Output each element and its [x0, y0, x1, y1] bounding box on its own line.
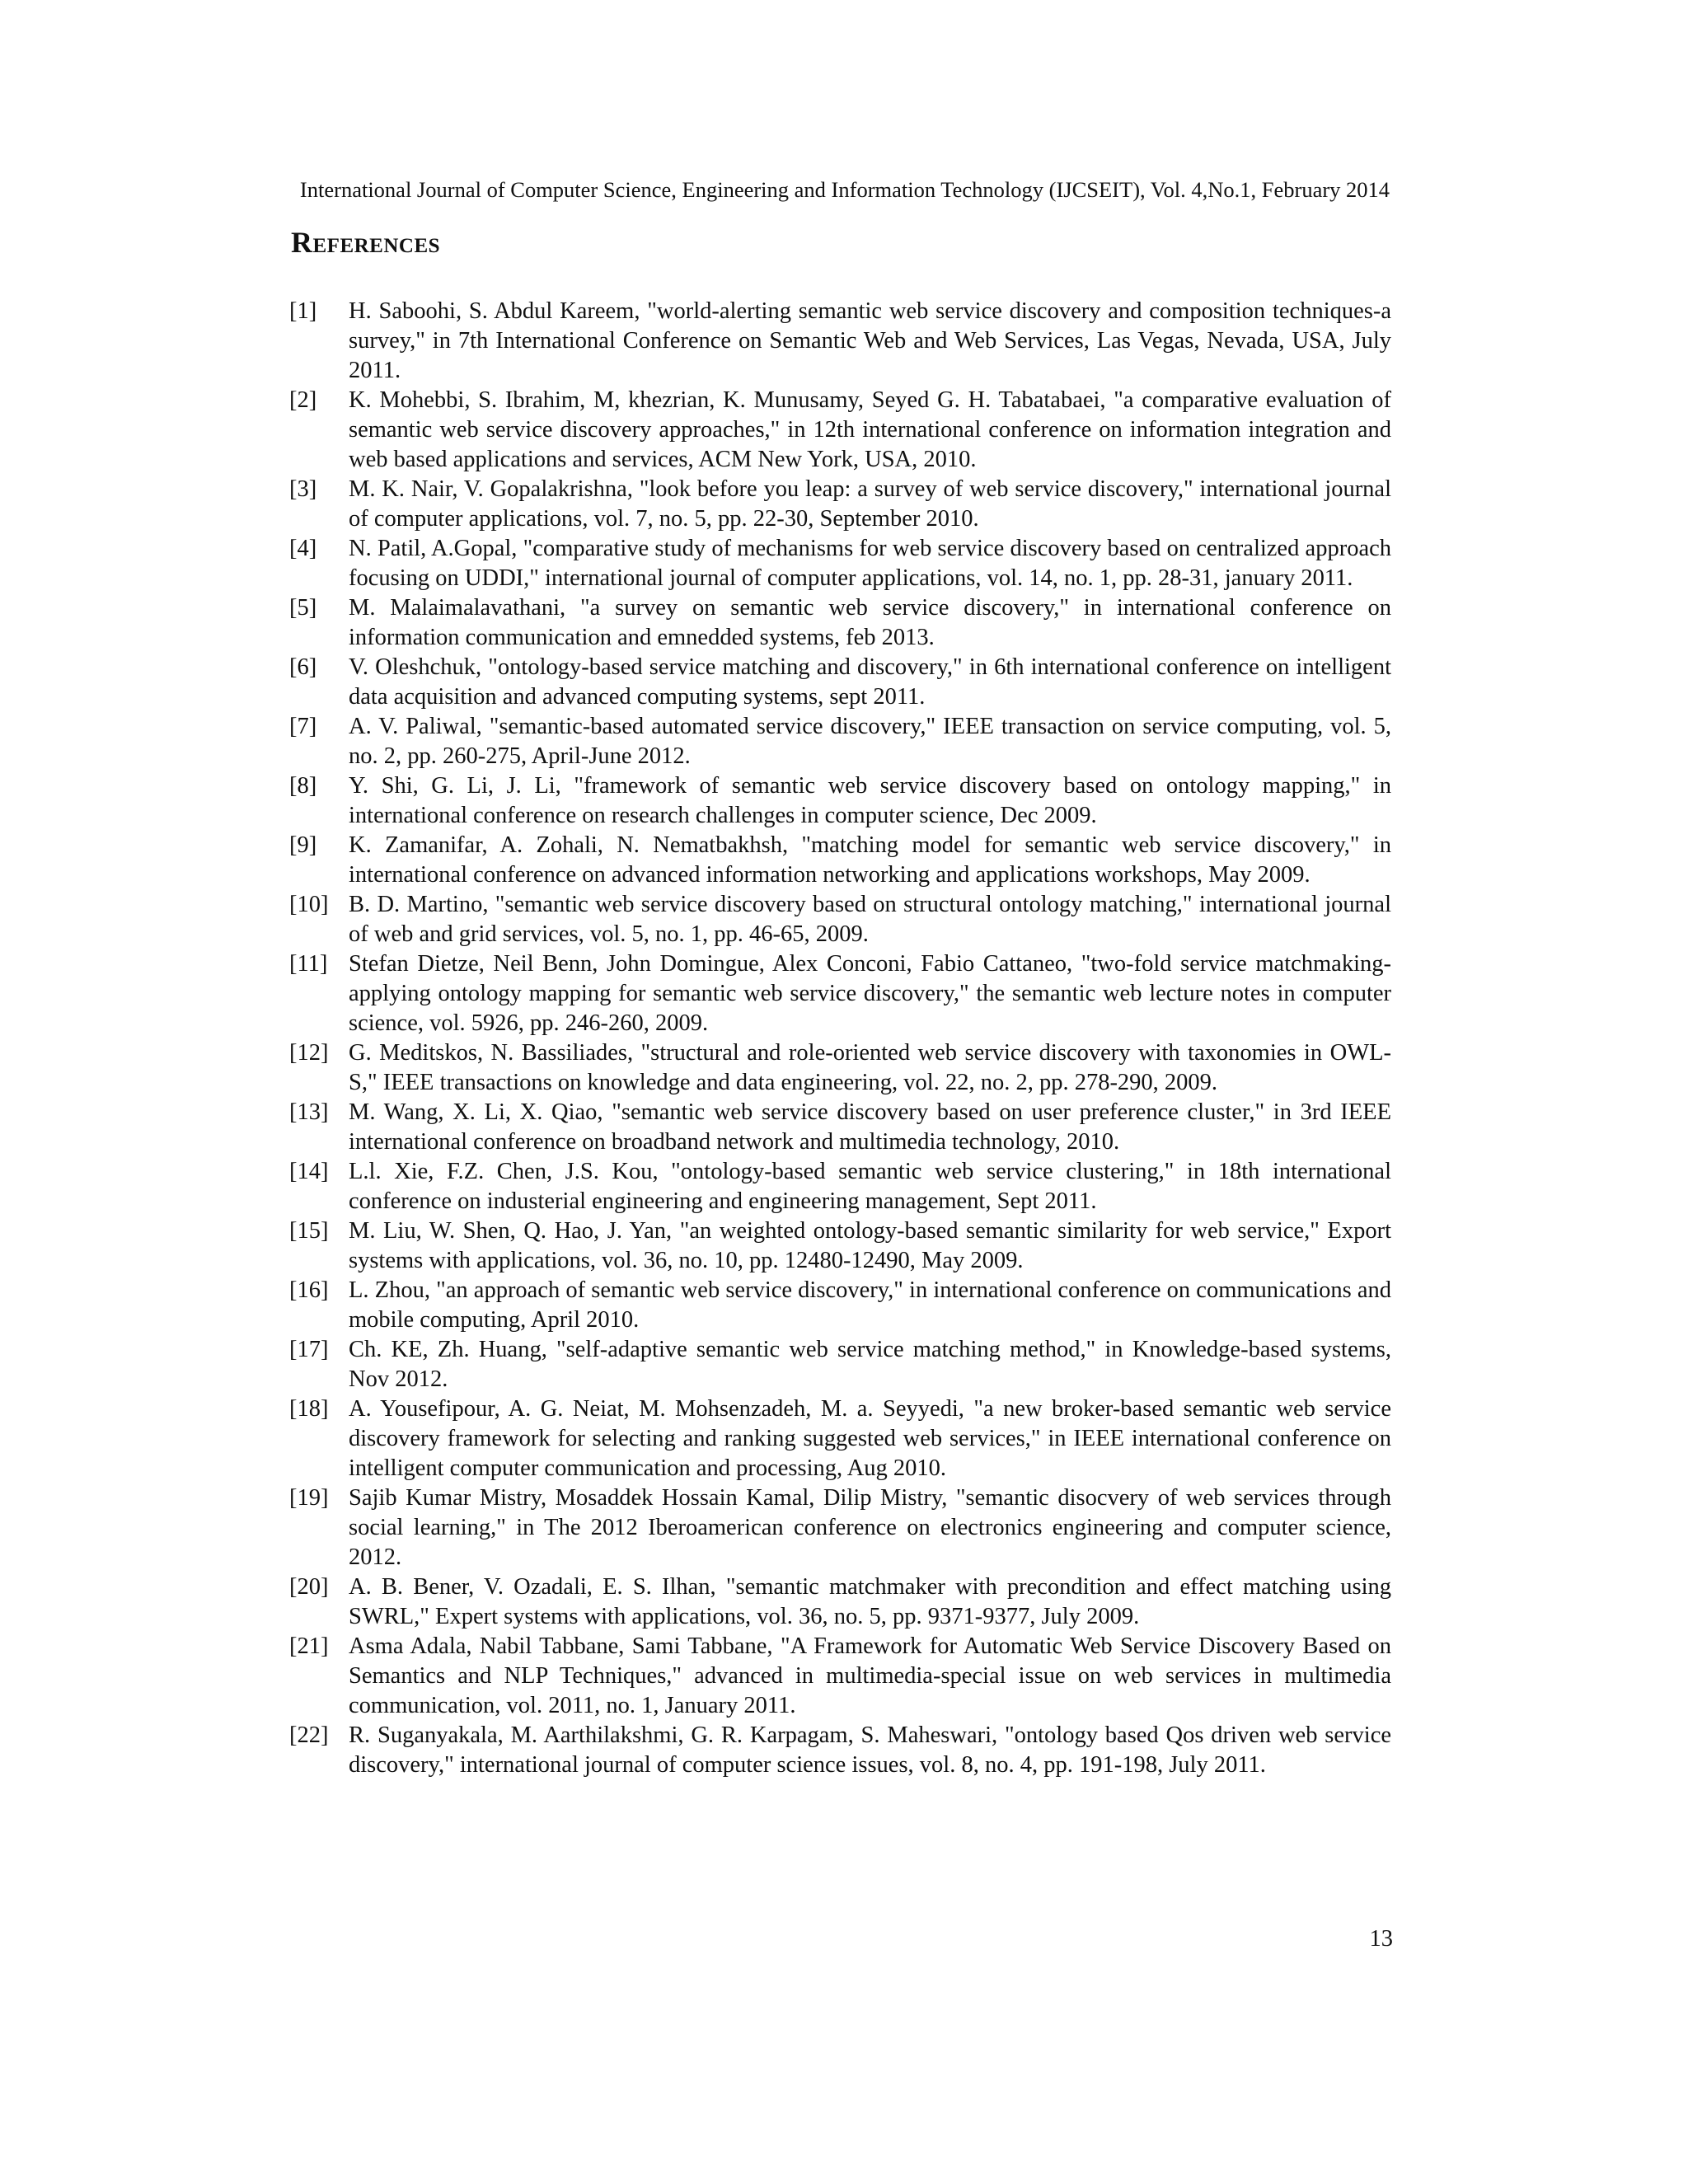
reference-item — [289, 1394, 1391, 1483]
reference-number: [21] — [289, 1633, 329, 1659]
reference-item — [289, 593, 1391, 653]
reference-text: Ch. KE, Zh. Huang, "self-adaptive semantic web service matching method," in Knowledge-based systems, Nov 2012. — [349, 1337, 1391, 1392]
reference-item — [289, 1276, 1391, 1335]
reference-number: [5] — [289, 595, 317, 621]
reference-number: [1] — [289, 298, 317, 324]
reference-text: G. Meditskos, N. Bassiliades, "structural and role-oriented web service discovery with taxonomies in OWL-S," IEEE transactions on knowledge and data engineering, vol. 22, no. 2, pp. 278-290, 2009. — [349, 1040, 1391, 1095]
reference-item — [289, 653, 1391, 712]
reference-item — [289, 1483, 1391, 1572]
reference-number: [16] — [289, 1277, 329, 1303]
reference-text: L.l. Xie, F.Z. Chen, J.S. Kou, "ontology-based semantic web service clustering," in 18th international conference on industerial engineering and engineering management, Sept 2011. — [349, 1159, 1391, 1214]
reference-number: [15] — [289, 1218, 329, 1244]
reference-number: [20] — [289, 1574, 329, 1600]
reference-text: R. Suganyakala, M. Aarthilakshmi, G. R. Karpagam, S. Maheswari, "ontology based Qos driven web service discovery," international journal of computer science issues, vol. 8, no. 4, pp. 191-198, July 2011. — [349, 1722, 1391, 1778]
reference-item — [289, 890, 1391, 949]
reference-text: M. Malaimalavathani, "a survey on semantic web service discovery," in international conference on information communication and emnedded systems, feb 2013. — [349, 595, 1391, 650]
reference-number: [2] — [289, 387, 317, 413]
reference-text: V. Oleshchuk, "ontology-based service matching and discovery," in 6th international conference on intelligent data acquisition and advanced computing systems, sept 2011. — [349, 654, 1391, 710]
reference-number: [22] — [289, 1722, 329, 1748]
reference-text: A. B. Bener, V. Ozadali, E. S. Ilhan, "semantic matchmaker with precondition and effect matching using SWRL," Expert systems with applications, vol. 36, no. 5, pp. 9371-9377, July 2009. — [349, 1574, 1391, 1629]
reference-number: [18] — [289, 1396, 329, 1422]
reference-number: [10] — [289, 892, 329, 917]
reference-text: M. Wang, X. Li, X. Qiao, "semantic web service discovery based on user preference cluster," in 3rd IEEE international conference on broadband network and multimedia technology, 2010. — [349, 1099, 1391, 1155]
reference-text: M. Liu, W. Shen, Q. Hao, J. Yan, "an weighted ontology-based semantic similarity for web service," Export systems with applications, vol. 36, no. 10, pp. 12480-12490, May 2009. — [349, 1218, 1391, 1273]
reference-number: [6] — [289, 654, 317, 680]
reference-item — [289, 712, 1391, 771]
reference-number: [7] — [289, 714, 317, 739]
reference-item — [289, 1632, 1391, 1721]
reference-list — [289, 297, 1391, 1780]
reference-number: [9] — [289, 832, 317, 858]
reference-number: [3] — [289, 476, 317, 502]
reference-text: Asma Adala, Nabil Tabbane, Sami Tabbane, "A Framework for Automatic Web Service Discovery Based on Semantics and NLP Techniques," advanced in multimedia-special issue on web services in multimedia communication, vol. 2011, no. 1, January 2011. — [349, 1633, 1391, 1718]
reference-item — [289, 1216, 1391, 1276]
reference-item — [289, 771, 1391, 831]
reference-item — [289, 1038, 1391, 1098]
reference-text: Y. Shi, G. Li, J. Li, "framework of semantic web service discovery based on ontology mapping," in international conference on research challenges in computer science, Dec 2009. — [349, 773, 1391, 828]
reference-text: L. Zhou, "an approach of semantic web service discovery," in international conference on communications and mobile computing, April 2010. — [349, 1277, 1391, 1333]
reference-text: K. Mohebbi, S. Ibrahim, M, khezrian, K. Munusamy, Seyed G. H. Tabatabaei, "a comparative evaluation of semantic web service discovery approaches," in 12th international conference on information integration and web based applications and services, ACM New York, USA, 2010. — [349, 387, 1391, 472]
reference-item — [289, 949, 1391, 1038]
reference-text: A. Yousefipour, A. G. Neiat, M. Mohsenzadeh, M. a. Seyyedi, "a new broker-based semantic web service discovery framework for selecting and ranking suggested web services," in IEEE international conference on intelligent computer communication and processing, Aug 2010. — [349, 1396, 1391, 1481]
reference-number: [19] — [289, 1485, 329, 1511]
reference-number: [11] — [289, 951, 328, 977]
reference-item — [289, 475, 1391, 534]
reference-number: [8] — [289, 773, 317, 799]
reference-number: [4] — [289, 536, 317, 561]
reference-item — [289, 1335, 1391, 1394]
reference-item — [289, 386, 1391, 475]
reference-text: H. Saboohi, S. Abdul Kareem, "world-alerting semantic web service discovery and composition techniques-a survey," in 7th International Conference on Semantic Web and Web Services, Las Vegas, Nevada, USA, July 2011. — [349, 298, 1391, 383]
reference-text: K. Zamanifar, A. Zohali, N. Nematbakhsh, "matching model for semantic web service discovery," in international conference on advanced information networking and applications workshops, May 2009. — [349, 832, 1391, 888]
reference-text: A. V. Paliwal, "semantic-based automated service discovery," IEEE transaction on service computing, vol. 5, no. 2, pp. 260-275, April-June 2012. — [349, 714, 1391, 769]
reference-text: B. D. Martino, "semantic web service discovery based on structural ontology matching," international journal of web and grid services, vol. 5, no. 1, pp. 46-65, 2009. — [349, 892, 1391, 947]
reference-item — [289, 297, 1391, 386]
reference-number: [12] — [289, 1040, 329, 1066]
reference-text: Stefan Dietze, Neil Benn, John Domingue, Alex Conconi, Fabio Cattaneo, "two-fold service matchmaking-applying ontology mapping for semantic web service discovery," the semantic web lecture notes in computer science, vol. 5926, pp. 246-260, 2009. — [349, 951, 1391, 1036]
reference-item — [289, 1098, 1391, 1157]
page-number: 13 — [1369, 1926, 1393, 1952]
reference-item — [289, 1721, 1391, 1780]
reference-text: M. K. Nair, V. Gopalakrishna, "look before you leap: a survey of web service discovery," international journal of computer applications, vol. 7, no. 5, pp. 22-30, September 2010. — [349, 476, 1391, 532]
reference-item — [289, 831, 1391, 890]
reference-item — [289, 1157, 1391, 1216]
reference-number: [17] — [289, 1337, 329, 1362]
reference-item — [289, 534, 1391, 593]
reference-text: Sajib Kumar Mistry, Mosaddek Hossain Kamal, Dilip Mistry, "semantic disocvery of web services through social learning," in The 2012 Iberoamerican conference on electronics engineering and computer science, 2012. — [349, 1485, 1391, 1570]
reference-text: N. Patil, A.Gopal, "comparative study of mechanisms for web service discovery based on centralized approach focusing on UDDI," international journal of computer applications, vol. 14, no. 1, pp. 28-31, january 2011. — [349, 536, 1391, 591]
reference-number: [14] — [289, 1159, 329, 1184]
reference-item — [289, 1572, 1391, 1632]
running-header: International Journal of Computer Science, Engineering and Information Technology (IJCSEIT), Vol. 4,No.1, February 2014 — [299, 177, 1390, 202]
section-title: References — [291, 226, 441, 259]
reference-number: [13] — [289, 1099, 329, 1125]
